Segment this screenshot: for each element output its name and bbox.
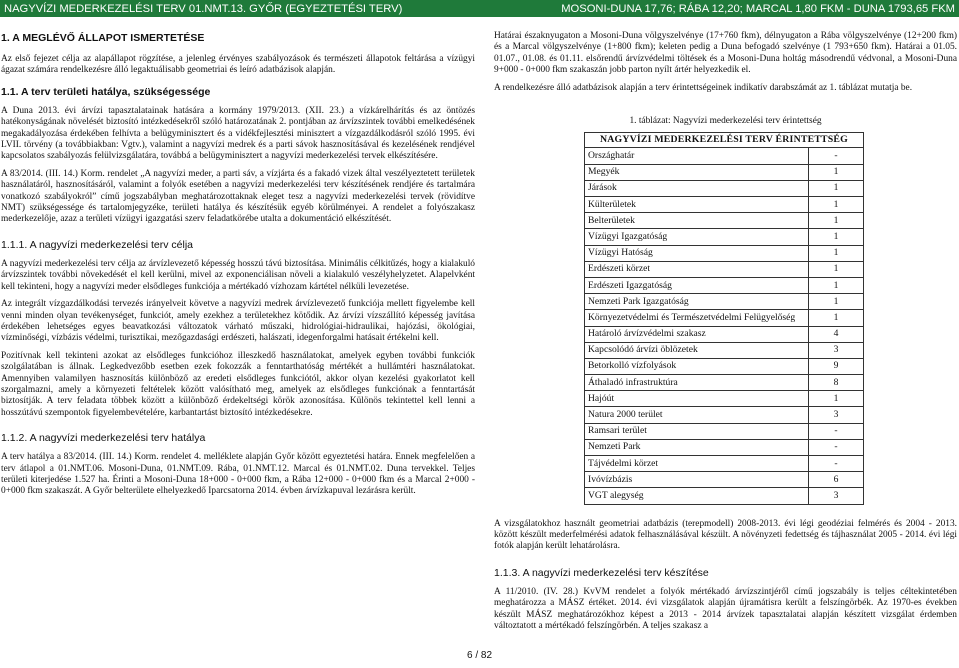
table-row	[585, 488, 864, 504]
row-label: Tájvédelmi körzet	[585, 456, 809, 472]
table-row	[585, 326, 864, 342]
row-label: Járások	[585, 180, 809, 196]
paragraph: Pozitívnak kell tekinteni azokat az elsődleges funkcióhoz illeszkedő használatokat, amelyek egyben további funkciók szolgálatában is állnak. Legkedvezőbb esetben ezek fokozzák a fenntarthatóság mértékét a hullámtéri használatokat. Amennyiben valamilyen hasznosítás különböző az eredeti elsődleges funkciótól, akkor olyan kezelési gyakorlatot kell szorgalmazni, amely a környezeti feltételek között valósítható meg, amelyek az elsődleges funkciónak a fenntartását biztosítják. A terv feladata többek között a különböző érdekeltségi körök azonosítása. Különös tekintettel kell lenni a hosszútávú szempontok figyelembevételére, karbantartást biztosító intézkedésekre.	[1, 350, 475, 418]
row-value: 6	[809, 472, 864, 488]
row-label: Belterületek	[585, 213, 809, 229]
row-value: 4	[809, 326, 864, 342]
table-row	[585, 456, 864, 472]
row-value: 1	[809, 277, 864, 293]
row-value: -	[809, 148, 864, 164]
row-value: 1	[809, 391, 864, 407]
row-value: 8	[809, 375, 864, 391]
section-heading-1-1-3: 1.1.3. A nagyvízi mederkezelési terv készítése	[494, 566, 709, 579]
row-value: 1	[809, 245, 864, 261]
chapter-intro: Az első fejezet célja az alapállapot rögzítése, a jelenleg érvényes szabályozások és természeti állapotok feltárása a vízügyi ágazat számára rendelkezésre álló legaktuálisabb geometriai és leíró adatbázisok alapján.	[1, 54, 475, 76]
row-label: Nemzeti Park	[585, 439, 809, 455]
row-label: Nemzeti Park Igazgatóság	[585, 294, 809, 310]
row-label: VGT alegység	[585, 488, 809, 504]
table-row	[585, 197, 864, 213]
row-label: Erdészeti Igazgatóság	[585, 277, 809, 293]
table-row	[585, 375, 864, 391]
header-plan-title: NAGYVÍZI MEDERKEZELÉSI TERV 01.NMT.13. GYŐR (EGYEZTETÉSI TERV)	[4, 2, 403, 15]
row-value: 1	[809, 261, 864, 277]
row-value: 1	[809, 197, 864, 213]
row-label: Külterületek	[585, 197, 809, 213]
table-row	[585, 423, 864, 439]
table-row	[585, 261, 864, 277]
row-value: -	[809, 439, 864, 455]
table-header: NAGYVÍZI MEDERKEZELÉSI TERV ÉRINTETTSÉG	[585, 133, 864, 148]
table-row	[585, 358, 864, 374]
row-label: Áthaladó infrastruktúra	[585, 375, 809, 391]
row-label: Környezetvédelmi és Természetvédelmi Felügyelőség	[585, 310, 809, 326]
paragraph: Az integrált vízgazdálkodási tervezés irányelveit követve a nagyvízi medrek árvízlevezető funkciója mellett figyelembe kell venni minden olyan tevékenységet, funkciót, amely ezekhez a területekhez kötődik. Az árvízi vízszállító képesség javítása érdekében lehetséges egyes beavatkozási változatok várható műszaki, hidrológiai-hidraulikai, hajózási, ökológiai, vízminőségi, vízbázis védelmi, turisztikai, mezőgazdasági erdészeti, halászati, idegenforgalmi hatásait értékelni kell.	[1, 299, 475, 344]
section-heading-1-1-1: 1.1.1. A nagyvízi mederkezelési terv célja	[1, 238, 194, 251]
table-row	[585, 164, 864, 180]
row-label: Hajóút	[585, 391, 809, 407]
table-row	[585, 472, 864, 488]
table-row	[585, 180, 864, 196]
left-column	[1, 20, 475, 504]
header-river-sections: MOSONI-DUNA 17,76; RÁBA 12,20; MARCAL 1,80 FKM - DUNA 1793,65 FKM	[561, 2, 955, 15]
row-label: Natura 2000 terület	[585, 407, 809, 423]
page-number: 6 / 82	[466, 650, 493, 661]
table-row	[585, 277, 864, 293]
row-value: 1	[809, 294, 864, 310]
table-row	[585, 294, 864, 310]
table-row	[585, 407, 864, 423]
row-label: Betorkolló vízfolyások	[585, 358, 809, 374]
chapter-heading: 1. A MEGLÉVŐ ÁLLAPOT ISMERTETÉSE	[1, 32, 205, 44]
table-row	[585, 391, 864, 407]
row-value: 3	[809, 407, 864, 423]
row-label: Megyék	[585, 164, 809, 180]
section-heading-1-1: 1.1. A terv területi hatálya, szükségessége	[1, 85, 211, 98]
paragraph: A vizsgálatokhoz használt geometriai adatbázis (terepmodell) 2008-2013. évi légi geodéziai felmérés és 2004 - 2013. között készült mederfelmérési adatok felhasználásával készült. A növényzeti fedettség és tájhasználat 2005 - 2014. évi légi fotók alapján került lehatárolásra.	[494, 518, 957, 552]
table-row	[585, 310, 864, 326]
row-value: -	[809, 423, 864, 439]
table-row	[585, 229, 864, 245]
document-header-banner	[0, 0, 959, 17]
row-value: 1	[809, 310, 864, 326]
table-row	[585, 213, 864, 229]
table-row	[585, 148, 864, 164]
paragraph: A terv hatálya a 83/2014. (III. 14.) Korm. rendelet 4. melléklete alapján Győr között egyeztetési határa. Ennek megfelelően a terv átlapol a 01.NMT.06. Mosoni-Duna, 01.NMT.09. Rába, 01.NMT.12. Marcal és 01.NMT.02. Duna tervekkel. Teljes területi kiterjedése 1.527 ha. Érinti a Mosoni-Duna 18+000 - 0+000 fkm, a Rába 12+000 - 0+000 fkm és a Marcal 2+000 - 0+000 fkm szakaszát. A Győr belterülete elhelyezkedő Iparcsatorna 2014. évben árvízkapuval lezárásra került.	[1, 452, 475, 497]
row-label: Erdészeti körzet	[585, 261, 809, 277]
row-label: Vízügyi Hatóság	[585, 245, 809, 261]
row-value: 9	[809, 358, 864, 374]
paragraph: A nagyvízi mederkezelési terv célja az árvízlevezető képesség hosszú távú biztosítása. Minimális célkitűzés, hogy a kialakuló árvízszintek további növekedését el kell kerülni, mivel az exponenciálisan növeli a kialakuló veszélyhelyzetet. Alapelvként kell tekinteni, hogy a nagyvízi meder elsődleges funkciója a mértékadó vízhozam kártétel nélküli levezetése.	[1, 258, 475, 292]
paragraph: A 83/2014. (III. 14.) Korm. rendelet „A nagyvízi meder, a parti sáv, a vízjárta és a fakadó vizek által veszélyeztetett területek használatáról, hasznosításáról, valamint a folyók esetében a nagyvízi mederkezelési terv készítésének rendjére és tartalmára vonatkozó szabályokról” című jogszabályban meghatározottaknak eleget tesz a nagyvízi mederkezelési tervek (rövidítve NMT) szükségessége és tartalomjegyzéke, területi hatálya és készítésük egyéb körülményei. A rendelet a folyószakasz mederkezelője, azaz a területi vízügyi igazgatási szerv feladatkörébe utalta a dokumentáció elkészítését.	[1, 168, 475, 225]
row-label: Országhatár	[585, 148, 809, 164]
paragraph: Határai északnyugaton a Mosoni-Duna völgyszelvénye (17+760 fkm), délnyugaton a Rába völgyszelvénye (12+200 fkm) és a Marcal völgyszelvénye (1+800 fkm); keleten pedig a Duna befogadó szelvénye (1 793+650 fkm). Határai a 01.05. 01.07., 01.08. és 01.11. elsőrendű árvízvédelmi töltések és a Mosoni-Duna holtág másodrendű védvonal, a Mosoni-Duna 9+000 - 0+000 fkm szakaszán jobb parton nyílt ártér helyezkedik el.	[494, 31, 957, 76]
affected-items-table	[584, 132, 864, 504]
table-row	[585, 342, 864, 358]
table-row	[585, 245, 864, 261]
table-caption: 1. táblázat: Nagyvízi mederkezelési terv érintettség	[629, 116, 822, 127]
row-label: Ramsari terület	[585, 423, 809, 439]
right-column	[494, 31, 957, 638]
row-label: Vízügyi Igazgatóság	[585, 229, 809, 245]
row-value: 3	[809, 342, 864, 358]
row-label: Határoló árvízvédelmi szakasz	[585, 326, 809, 342]
row-value: 3	[809, 488, 864, 504]
row-value: 1	[809, 229, 864, 245]
section-heading-1-1-2: 1.1.2. A nagyvízi mederkezelési terv hatálya	[1, 432, 206, 445]
table-row	[585, 439, 864, 455]
row-value: -	[809, 456, 864, 472]
row-value: 1	[809, 164, 864, 180]
paragraph: A Duna 2013. évi árvízi tapasztalatainak hatására a kormány 1979/2013. (XII. 23.) a vízkárelhárítás és az öntözés hatékonyságának növelését biztosító intézkedésekről szóló határozatának 2. pontjában az árvízszintek további emelkedésének megakadályozása érdekében felhívta a belügyminisztert és a vidékfejlesztési minisztert a vízgazdálkodásról szóló 1995. évi LVII. törvény (a továbbiakban: Vgtv.), valamint a nagyvízi medrek és a parti sávok hasznosításával és kezelésének rendjével kapcsolatos szabályozás felülvizsgálatára, továbbá a belügyminisztert a nagyvízi mederkezelési tervek elkészítésére.	[1, 105, 475, 162]
paragraph: A 11/2010. (IV. 28.) KvVM rendelet a folyók mértékadó árvízszintjéről című jogszabály is teljes céltekintetében meghatározza a MÁSZ értéket. 2014. évi vizsgálatok alapján újramátisra került a felszíngörbék. Az 1970-es években készült MÁSZ meghatározókhoz képest a 2013 - 2014 árvízek tapasztalatai alapján készített vizsgálat érdemben változtatott a mértékadó felszíngörbén. A teljes szakasz a	[494, 586, 957, 631]
row-value: 1	[809, 180, 864, 196]
row-value: 1	[809, 213, 864, 229]
paragraph: A rendelkezésre álló adatbázisok alapján a terv érintettségeinek indikatív darabszámát az 1. táblázat mutatja be.	[494, 82, 913, 93]
row-label: Kapcsolódó árvízi öblözetek	[585, 342, 809, 358]
row-label: Ivóvízbázis	[585, 472, 809, 488]
